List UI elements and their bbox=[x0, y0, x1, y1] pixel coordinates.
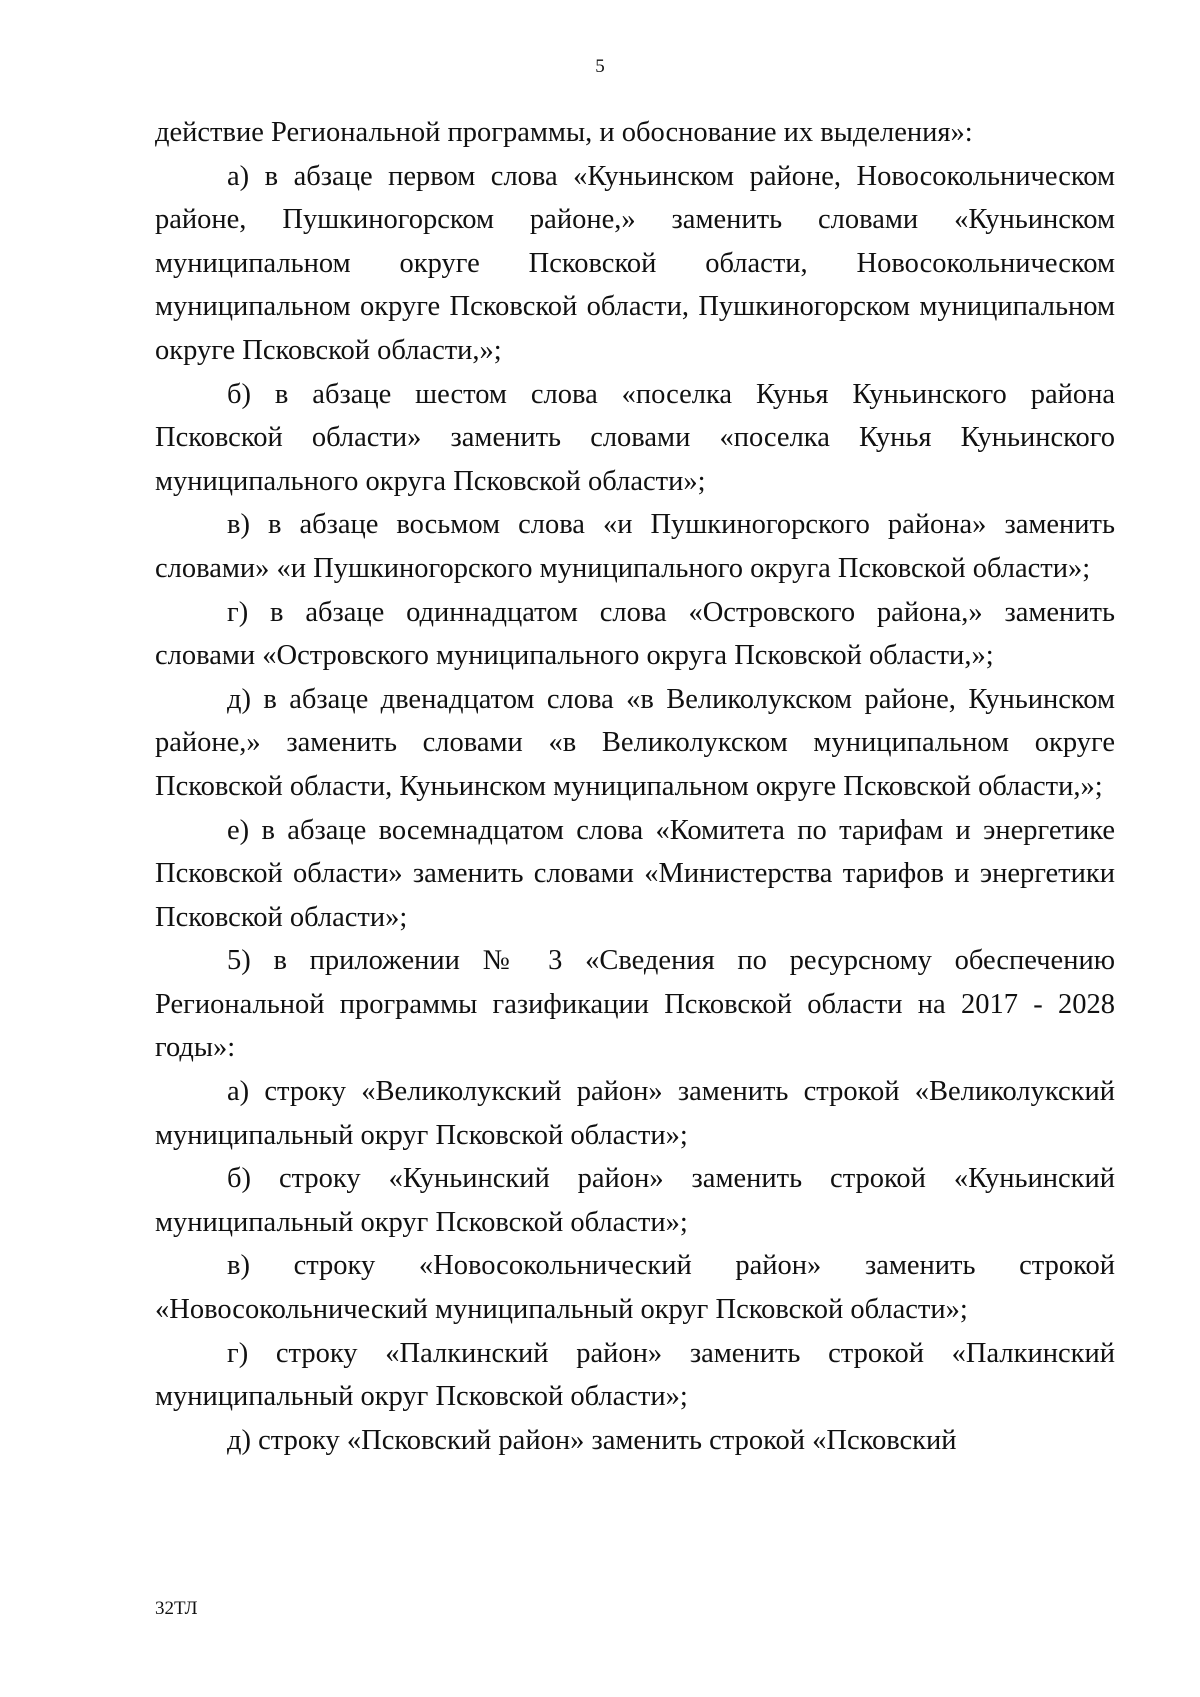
paragraph-subitem-d: д) строку «Псковский район» заменить строкой «Псковский bbox=[227, 1424, 957, 1456]
paragraph-item-d: д) в абзаце двенадцатом слова «в Великолукском районе, Куньинском районе,» заменить словами «в Великолукском муниципальном округе Псковской области, Куньинском муниципальном округе Псковской области,»; bbox=[155, 683, 1115, 802]
page-number: 5 bbox=[595, 56, 605, 77]
paragraph-item-a: а) в абзаце первом слова «Куньинском районе, Новосокольническом районе, Пушкиногорском районе,» заменить словами «Куньинском муниципальном округе Псковской области, Новосокольническом муниципальном округе Псковской области, Пушкиногорском муниципальном округе Псковской области,»; bbox=[155, 160, 1115, 366]
paragraph-subitem-a: а) строку «Великолукский район» заменить строкой «Великолукский муниципальный округ Псковской области»; bbox=[155, 1076, 1115, 1151]
paragraph-item-v: в) в абзаце восьмом слова «и Пушкиногорского района» заменить словами» «и Пушкиногорского муниципального округа Псковской области»; bbox=[155, 509, 1115, 584]
paragraph-subitem-v: в) строку «Новосокольнический район» заменить строкой «Новосокольнический муниципальный округ Псковской области»; bbox=[155, 1250, 1115, 1326]
paragraph-item-g: г) в абзаце одиннадцатом слова «Островского района,» заменить словами «Островского муниципального округа Псковской области,»; bbox=[155, 596, 1115, 672]
paragraph-subitem-g: г) строку «Палкинский район» заменить строкой «Палкинский муниципальный округ Псковской области»; bbox=[155, 1337, 1115, 1413]
paragraph-item-b: б) в абзаце шестом слова «поселка Кунья Куньинского района Псковской области» заменить словами «поселка Кунья Куньинского муниципального округа Псковской области»; bbox=[155, 378, 1115, 497]
document-code: 32ТЛ bbox=[155, 1598, 198, 1619]
paragraph-continuation: действие Региональной программы, и обоснование их выделения»: bbox=[155, 117, 973, 148]
paragraph-subitem-b: б) строку «Куньинский район» заменить строкой «Куньинский муниципальный округ Псковской области»; bbox=[155, 1163, 1115, 1238]
paragraph-point-5: 5) в приложении № 3 «Сведения по ресурсному обеспечению Региональной программы газификации Псковской области на 2017 - 2028 годы»: bbox=[155, 945, 1115, 1064]
document-body bbox=[155, 111, 1115, 1462]
paragraph-item-e: е) в абзаце восемнадцатом слова «Комитета по тарифам и энергетике Псковской области» заменить словами «Министерства тарифов и энергетики Псковской области»; bbox=[155, 814, 1115, 933]
